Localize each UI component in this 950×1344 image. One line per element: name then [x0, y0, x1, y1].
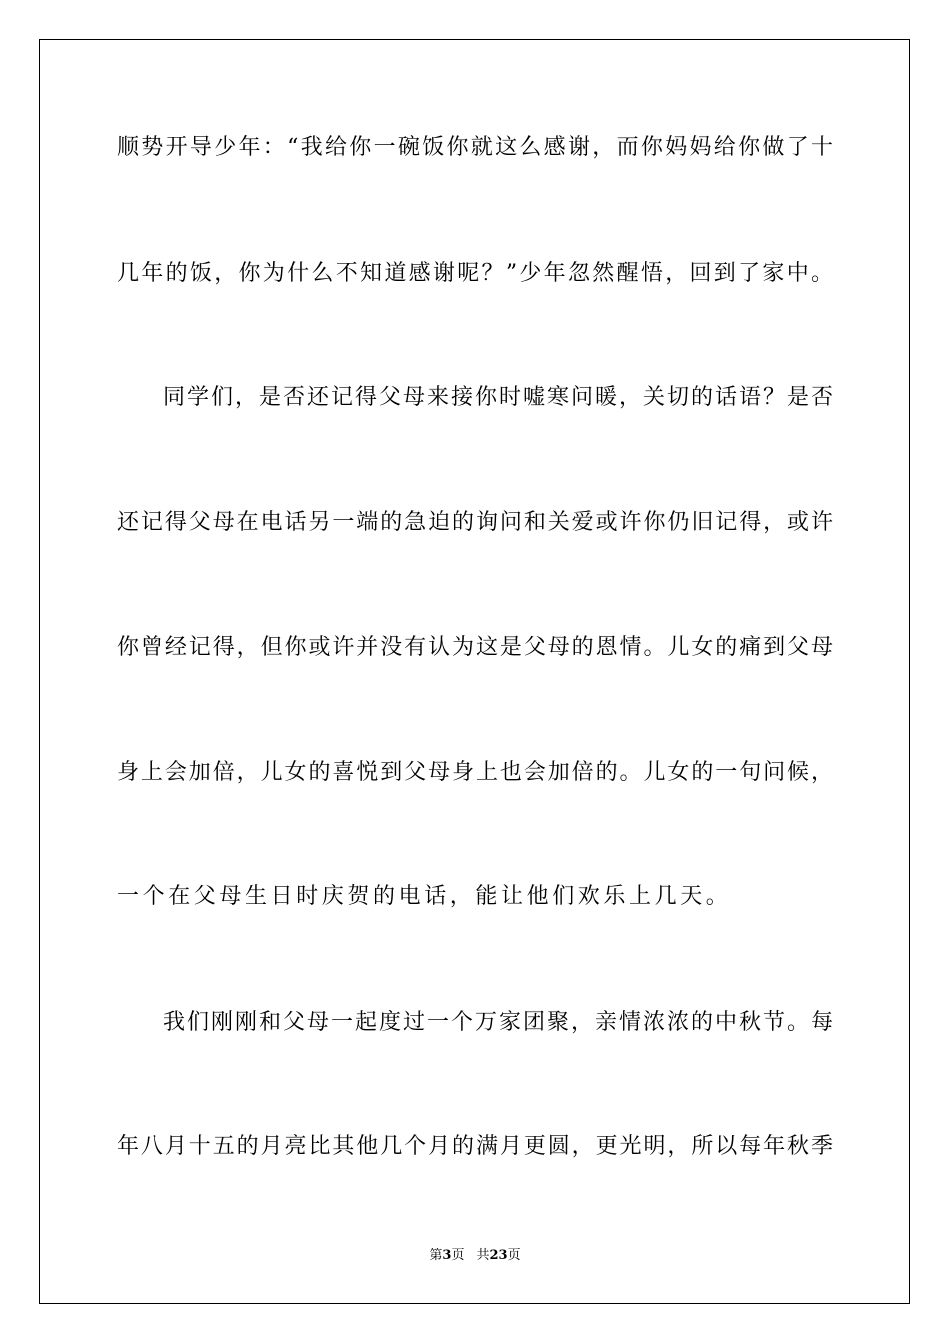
page-suffix: 页 [451, 1248, 465, 1263]
page-border [39, 39, 910, 1304]
total-prefix: 共 [476, 1248, 490, 1263]
text-line-6: 身上会加倍，儿女的喜悦到父母身上也会加倍的。儿女的一句问候， [117, 760, 833, 785]
text-line-4: 还记得父母在电话另一端的急迫的询问和关爱或许你仍旧记得，或许 [117, 510, 833, 535]
text-line-9: 年八月十五的月亮比其他几个月的满月更圆，更光明，所以每年秋季 [117, 1134, 833, 1159]
text-line-2: 几年的饭，你为什么不知道感谢呢？”少年忽然醒悟，回到了家中。 [117, 261, 833, 286]
total-suffix: 页 [507, 1248, 521, 1263]
text-line-5: 你曾经记得，但你或许并没有认为这是父母的恩情。儿女的痛到父母 [117, 635, 833, 660]
text-line-3: 同学们，是否还记得父母来接你时嘘寒问暖，关切的话语？是否 [163, 385, 833, 410]
total-pages: 23 [489, 1248, 508, 1263]
page-prefix: 第 [429, 1248, 443, 1263]
page-number: 3 [442, 1248, 452, 1263]
text-line-1: 顺势开导少年：“我给你一碗饭你就这么感谢，而你妈妈给你做了十 [117, 135, 833, 160]
page-footer [0, 1246, 950, 1266]
text-line-7: 一个在父母生日时庆贺的电话，能让他们欢乐上几天。 [117, 884, 732, 909]
text-line-8: 我们刚刚和父母一起度过一个万家团聚，亲情浓浓的中秋节。每 [163, 1010, 833, 1035]
